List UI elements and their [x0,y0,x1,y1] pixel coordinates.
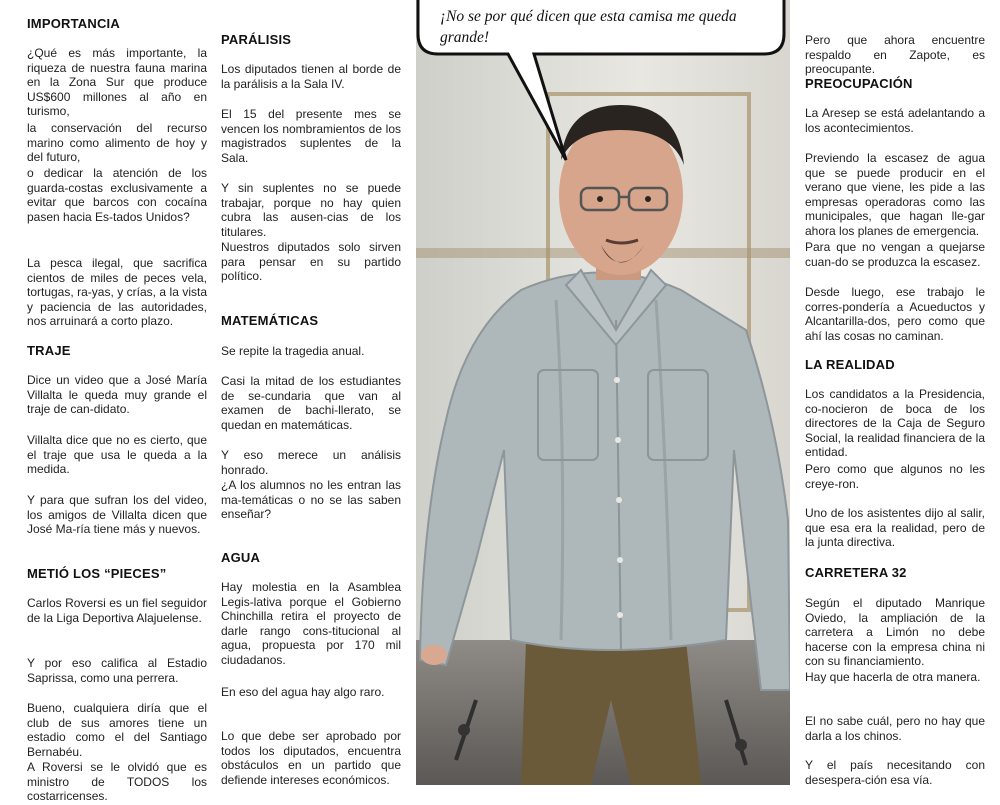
heading-matematicas: MATEMÁTICAS [221,313,319,328]
paragraph: o dedicar la atención de los guarda-costas exclusivamente a evitar que barcos con cocaína pasen hacia Es-tados Unidos? [27,166,207,224]
heading-carretera-32: CARRETERA 32 [805,565,907,580]
paragraph: ¿Qué es más importante, la riqueza de nuestra fauna marina en la Zona Sur que produce US$600 millones al año en turismo, [27,46,207,119]
paragraph: Hay molestia en la Asamblea Legis-lativa porque el Gobierno Chinchilla retira el proyecto de darle rango cons-titucional al agua, propuesta por 170 mil ciudadanos. [221,580,401,667]
paragraph: ¿A los alumnos no les entran las ma-temáticas o no se las saben enseñar? [221,478,401,522]
speech-bubble-text: ¡No se por qué dicen que esta camisa me queda grande! [440,8,737,46]
paragraph: Lo que debe ser aprobado por todos los diputados, encuentra obstáculos en un partido que defiende intereses económicos. [221,729,401,787]
paragraph: Los candidatos a la Presidencia, co-nocieron de boca de los directores de la Caja de Seguro Social, la realidad financiera de la entidad. [805,387,985,460]
heading-preocupacion: PREOCUPACIÓN [805,76,913,91]
paragraph: Según el diputado Manrique Oviedo, la ampliación de la carretera a Limón no debe hacerse con la empresa china ni con su financiamiento. [805,596,985,669]
paragraph: Nuestros diputados solo sirven para pensar en su partido político. [221,240,401,284]
paragraph: Casi la mitad de los estudiantes de se-cundaria que van al examen de bachi-llerato, se quedan en matemáticas. [221,374,401,432]
paragraph: Carlos Roversi es un fiel seguidor de la Liga Deportiva Alajuelense. [27,596,207,625]
paragraph: Y para que sufran los del video, los amigos de Villalta dicen que José Ma-ría tiene más y nuevos. [27,493,207,537]
heading-paralisis: PARÁLISIS [221,32,292,47]
paragraph: En eso del agua hay algo raro. [221,685,385,699]
heading-importancia: IMPORTANCIA [27,16,120,31]
paragraph: Uno de los asistentes dijo al salir, que esa era la realidad, pero de la junta directiva. [805,506,985,550]
heading-agua: AGUA [221,550,261,565]
heading-traje: TRAJE [27,343,71,358]
paragraph: Pero como que algunos no les creye-ron. [805,462,985,491]
paragraph: Hay que hacerla de otra manera. [805,670,981,684]
paragraph: Bueno, cualquiera diría que el club de sus amores tiene un estadio como el del Santiago Bernabéu. [27,701,207,759]
paragraph: El no sabe cuál, pero no hay que darla a los chinos. [805,714,985,743]
paragraph: Villalta dice que no es cierto, que el traje que usa le queda a la medida. [27,433,207,477]
paragraph: El 15 del presente mes se vencen los nombramientos de los magistrados suplentes de la Sala. [221,107,401,165]
paragraph: Para que no vengan a quejarse cuan-do se produzca la escasez. [805,240,985,269]
paragraph: la conservación del recurso marino como alimento de hoy y del futuro, [27,121,207,165]
paragraph: Pero que ahora encuentre respaldo en Zapote, es preocupante. [805,33,985,77]
paragraph: Previendo la escasez de agua que se puede producir en el verano que viene, les pide a las empresas operadoras como las municipales, que hagan lle-gar ahora los planes de emergencia. [805,151,985,238]
paragraph: Se repite la tragedia anual. [221,344,365,358]
paragraph: Y sin suplentes no se puede trabajar, porque no hay quien cubra las ausen-cias de los titulares. [221,181,401,239]
paragraph: Los diputados tienen al borde de la parálisis a la Sala IV. [221,62,401,91]
paragraph: Desde luego, ese trabajo le corres-pondería a Acueductos y Alcantarilla-dos, pero como que ahí las cosas no caminan. [805,285,985,343]
paragraph: A Roversi se le olvidó que es ministro de TODOS los costarricenses. [27,760,207,804]
paragraph: Y por eso califica al Estadio Saprissa, como una perrera. [27,656,207,685]
paragraph: La Aresep se está adelantando a los acontecimientos. [805,106,985,135]
paragraph: Dice un video que a José María Villalta le queda muy grande el traje de can-didato. [27,373,207,417]
heading-metio-los-pieces: METIÓ LOS “PIECES” [27,566,167,581]
paragraph: Y eso merece un análisis honrado. [221,448,401,477]
heading-la-realidad: LA REALIDAD [805,357,895,372]
paragraph: Y el país necesitando con desespera-ción esa vía. [805,758,985,787]
paragraph: La pesca ilegal, que sacrifica cientos de miles de peces vela, tortugas, ra-yas, y crías, a la vista y paciencia de las autoridades, nos arruinará a corto plazo. [27,256,207,329]
